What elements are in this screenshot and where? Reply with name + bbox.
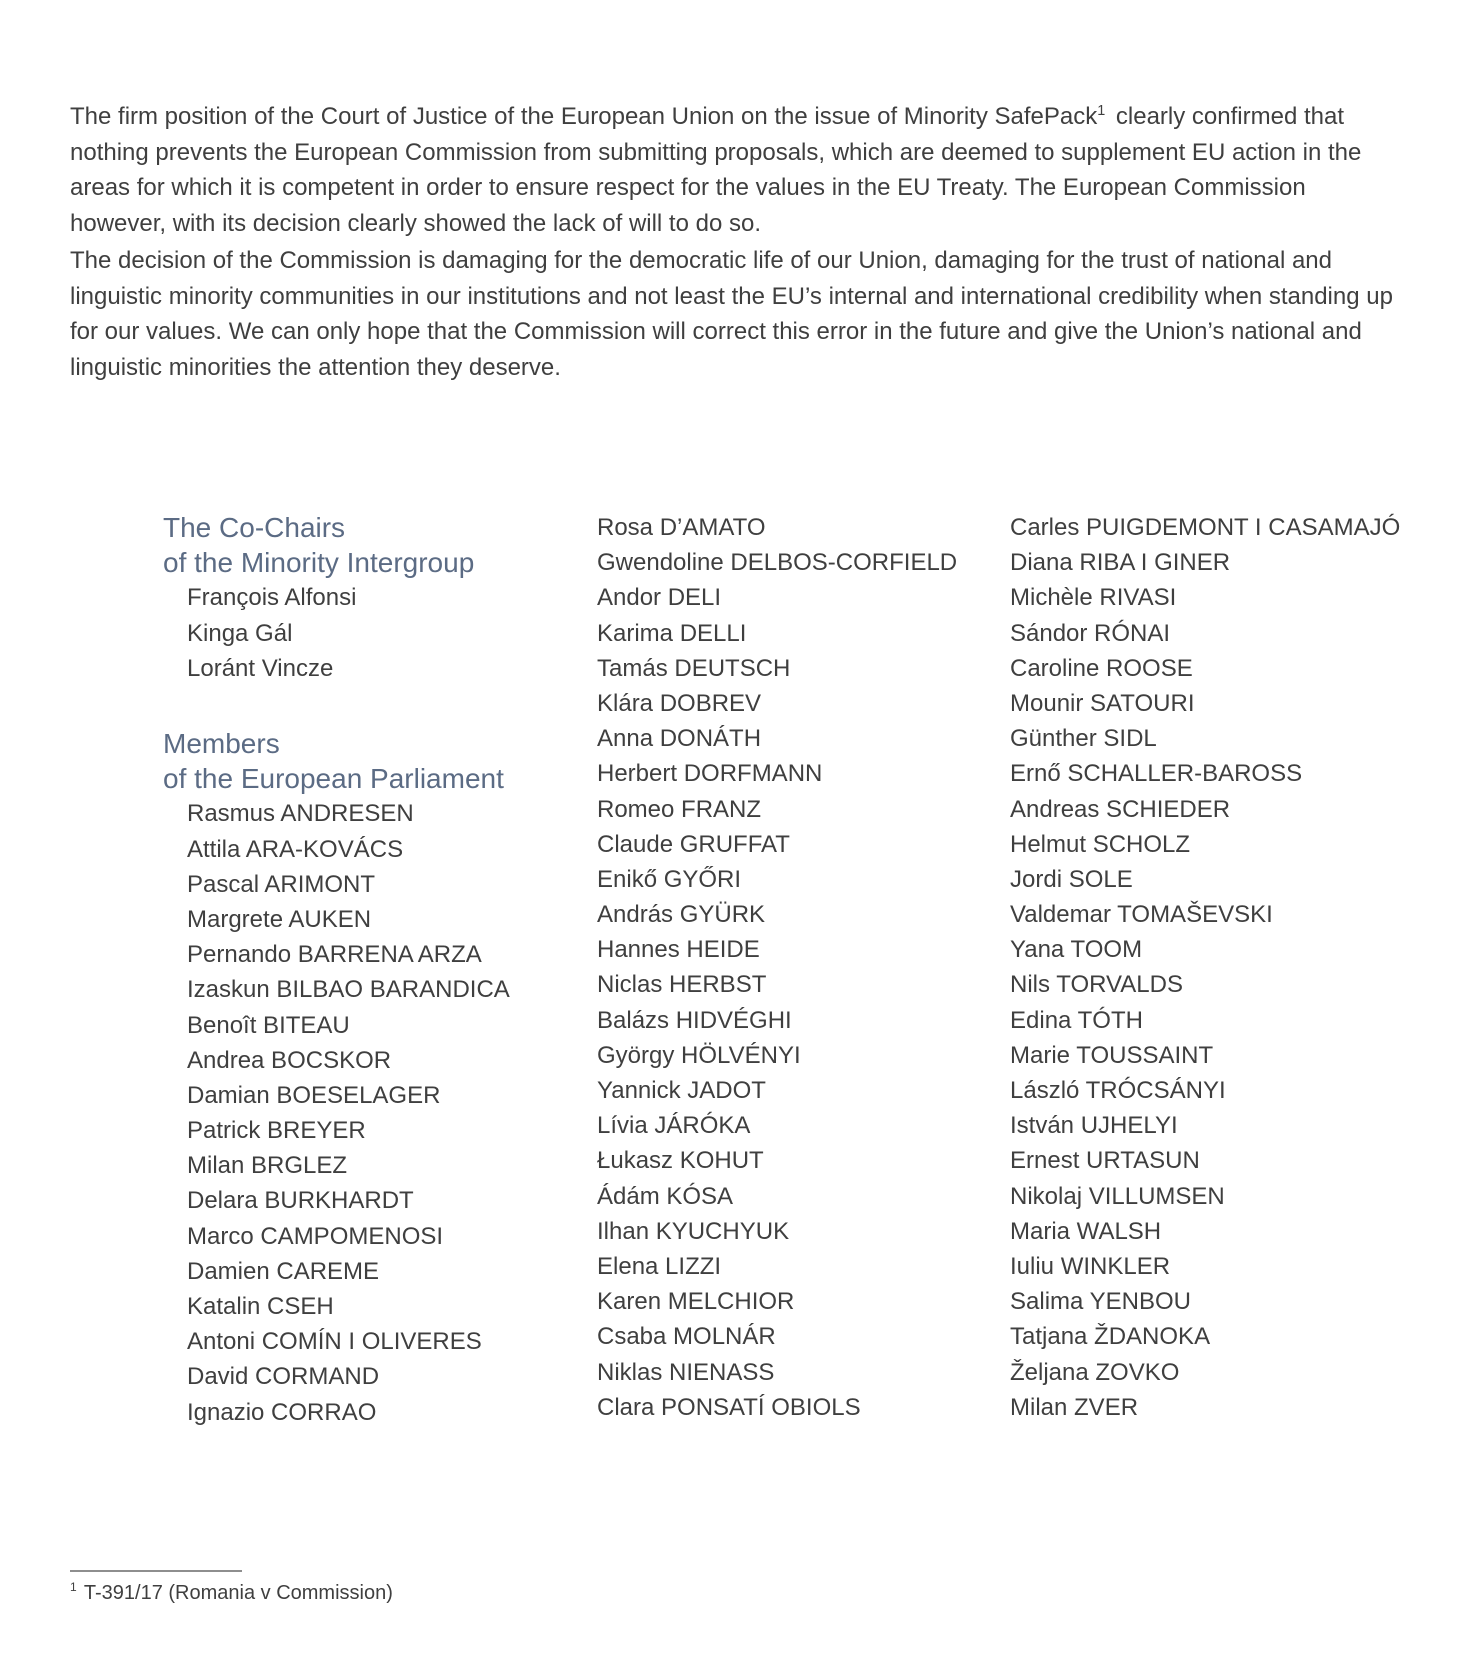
member-name: Nils TORVALDS xyxy=(1010,971,1183,999)
cochairs-heading xyxy=(163,510,510,580)
cochair-name: Loránt Vincze xyxy=(187,654,334,682)
member-name: Edina TÓTH xyxy=(1010,1006,1143,1034)
member-name: Rasmus ANDRESEN xyxy=(187,800,414,828)
member-name: Benoît BITEAU xyxy=(187,1011,350,1039)
member-name: Romeo FRANZ xyxy=(597,795,762,823)
member-name: Milan ZVER xyxy=(1010,1393,1139,1421)
member-name: Damien CAREME xyxy=(187,1257,380,1285)
member-name: István UJHELYI xyxy=(1010,1112,1178,1140)
paragraph-1-text: The firm position of the Court of Justice of the European Union on the issue of Minority SafePack xyxy=(70,103,1098,130)
member-name: Enikő GYŐRI xyxy=(597,865,742,893)
members-heading-line2: of the European Parliament xyxy=(163,763,504,795)
member-name: David CORMAND xyxy=(187,1363,380,1391)
member-name: Salima YENBOU xyxy=(1010,1288,1191,1316)
member-name: Hannes HEIDE xyxy=(597,936,760,964)
signatories-column-1 xyxy=(163,510,510,1430)
member-name: Karima DELLI xyxy=(597,619,747,647)
member-name: Łukasz KOHUT xyxy=(597,1147,764,1175)
paragraph-1 xyxy=(70,99,1394,241)
member-name: Ignazio CORRAO xyxy=(187,1398,377,1426)
cochair-name: François Alfonsi xyxy=(187,584,357,612)
member-name: Maria WALSH xyxy=(1010,1217,1162,1245)
member-name: Csaba MOLNÁR xyxy=(597,1323,776,1351)
members-list-column-2 xyxy=(597,510,957,1425)
member-name: Jordi SOLE xyxy=(1010,865,1133,893)
member-name: Balázs HIDVÉGHI xyxy=(597,1006,792,1034)
paragraph-1-continued: clearly confirmed that nothing prevents the European Commission from submitting proposals, which are deemed to supplement EU action in the areas for which it is competent in order to ensure respect for the values in the EU Treaty. The European Commission however, with its decision clearly showed the lack of will to do so. xyxy=(70,103,1362,237)
signatories-column-2 xyxy=(597,510,957,1425)
member-name: Claude GRUFFAT xyxy=(597,830,790,858)
member-name: Gwendoline DELBOS-CORFIELD xyxy=(597,549,958,577)
member-name: Yana TOOM xyxy=(1010,936,1143,964)
footnote-number: 1 xyxy=(70,1580,77,1595)
member-name: Marco CAMPOMENOSI xyxy=(187,1222,444,1250)
member-name: Attila ARA-KOVÁCS xyxy=(187,835,404,863)
member-name: Elena LIZZI xyxy=(597,1252,722,1280)
member-name: Iuliu WINKLER xyxy=(1010,1252,1171,1280)
cochairs-heading-line1: The Co-Chairs xyxy=(163,512,346,543)
member-name: Niklas NIENASS xyxy=(597,1358,775,1386)
member-name: Clara PONSATÍ OBIOLS xyxy=(597,1393,861,1421)
member-name: Rosa D’AMATO xyxy=(597,514,766,541)
footnote xyxy=(70,1570,393,1605)
member-name: Helmut SCHOLZ xyxy=(1010,830,1191,858)
member-name: Valdemar TOMAŠEVSKI xyxy=(1010,901,1273,929)
member-name: Katalin CSEH xyxy=(187,1293,334,1320)
member-name: Michèle RIVASI xyxy=(1010,584,1177,612)
member-name: Diana RIBA I GINER xyxy=(1010,549,1231,577)
member-name: Nikolaj VILLUMSEN xyxy=(1010,1182,1225,1210)
member-name: Karen MELCHIOR xyxy=(597,1288,795,1316)
member-name: Pascal ARIMONT xyxy=(187,870,376,898)
footnote-divider xyxy=(70,1570,242,1572)
member-name: Klára DOBREV xyxy=(597,689,762,717)
footnote-reference: 1 xyxy=(1097,103,1106,119)
member-name: Izaskun BILBAO BARANDICA xyxy=(187,976,510,1004)
member-name: Margrete AUKEN xyxy=(187,905,372,933)
member-name: Mounir SATOURI xyxy=(1010,689,1195,717)
paragraph-2: The decision of the Commission is damaging for the democratic life of our Union, damaging for the trust of national and linguistic minority communities in our institutions and not least the EU’s internal and international credibility when standing up for our values. We can only hope that the Commission will correct this error in the future and give the Union’s national and linguistic minorities the attention they deserve. xyxy=(70,247,1393,381)
footnote-body: T-391/17 (Romania v Commission) xyxy=(78,1582,393,1604)
member-name: György HÖLVÉNYI xyxy=(597,1041,801,1069)
member-name: Caroline ROOSE xyxy=(1010,654,1193,682)
member-name: Delara BURKHARDT xyxy=(187,1187,414,1215)
members-heading-line1: Members xyxy=(163,727,280,759)
member-name: Patrick BREYER xyxy=(187,1117,366,1145)
member-name: Yannick JADOT xyxy=(597,1077,766,1104)
member-name: Lívia JÁRÓKA xyxy=(597,1112,751,1140)
cochairs-list xyxy=(187,580,510,686)
member-name: Andreas SCHIEDER xyxy=(1010,795,1231,823)
members-list-column-3 xyxy=(1010,510,1400,1425)
member-name: Antoni COMÍN I OLIVERES xyxy=(187,1328,482,1356)
member-name: Ernest URTASUN xyxy=(1010,1147,1200,1175)
member-name: Marie TOUSSAINT xyxy=(1010,1041,1214,1069)
member-name: András GYÜRK xyxy=(597,901,766,929)
member-name: Tatjana ŽDANOKA xyxy=(1010,1323,1211,1351)
member-name: Željana ZOVKO xyxy=(1010,1358,1180,1386)
member-name: Anna DONÁTH xyxy=(597,725,762,753)
member-name: Ilhan KYUCHYUK xyxy=(597,1217,790,1245)
cochair-name: Kinga Gál xyxy=(187,619,293,647)
member-name: Sándor RÓNAI xyxy=(1010,619,1171,647)
member-name: Carles PUIGDEMONT I CASAMAJÓ xyxy=(1010,514,1401,541)
signatories-column-3 xyxy=(1010,510,1400,1425)
member-name: László TRÓCSÁNYI xyxy=(1010,1077,1226,1104)
footnote-text xyxy=(70,1581,393,1605)
members-list-column-1 xyxy=(187,796,510,1429)
member-name: Niclas HERBST xyxy=(597,971,767,999)
member-name: Andor DELI xyxy=(597,584,722,612)
intro-paragraphs xyxy=(70,99,1394,385)
member-name: Milan BRGLEZ xyxy=(187,1152,348,1180)
member-name: Pernando BARRENA ARZA xyxy=(187,941,482,969)
member-name: Herbert DORFMANN xyxy=(597,760,823,788)
member-name: Tamás DEUTSCH xyxy=(597,654,791,682)
member-name: Günther SIDL xyxy=(1010,725,1157,753)
cochairs-heading-line2: of the Minority Intergroup xyxy=(163,547,475,579)
member-name: Ádám KÓSA xyxy=(597,1182,734,1210)
member-name: Damian BOESELAGER xyxy=(187,1081,441,1109)
members-heading xyxy=(163,726,510,796)
member-name: Andrea BOCSKOR xyxy=(187,1046,392,1074)
member-name: Ernő SCHALLER-BAROSS xyxy=(1010,760,1303,788)
